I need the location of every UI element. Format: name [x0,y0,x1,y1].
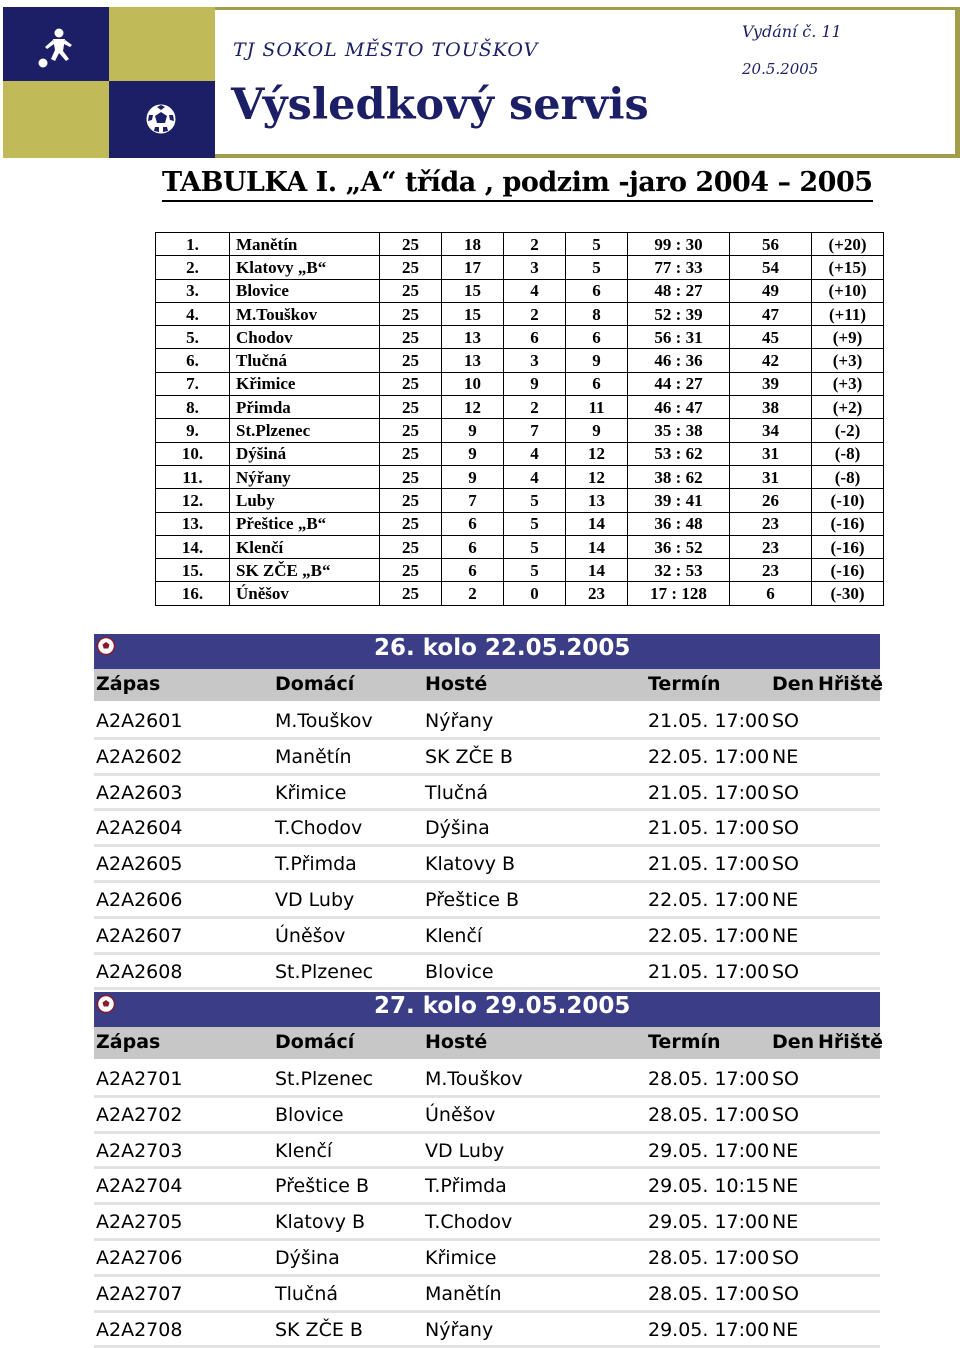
cell-team: M.Touškov [230,302,380,325]
cell-draws: 3 [504,256,566,279]
match-code: A2A2608 [96,960,183,983]
cell-points: 26 [730,489,812,512]
day: NE [772,888,799,911]
day: SO [772,781,800,804]
day: NE [772,1211,799,1234]
match-code: A2A2602 [96,745,183,768]
cell-wins: 6 [442,512,504,535]
column-header-date: Termín [648,1031,721,1053]
kickoff: 22.05. 17:00 [648,745,770,768]
list-item [94,1313,880,1348]
match-code: A2A2606 [96,888,183,911]
cell-rank: 4. [156,302,230,325]
table-row [156,233,884,256]
cell-wins: 10 [442,372,504,395]
day: SO [772,1068,800,1090]
home-team: SK ZČE B [275,1318,363,1341]
cell-points: 49 [730,279,812,302]
cell-played: 25 [380,512,442,535]
column-header-home: Domácí [275,1031,355,1053]
cell-draws: 5 [504,489,566,512]
cell-team: Klenčí [230,535,380,558]
column-header-day: Den [772,1031,815,1053]
home-team: Přeštice B [275,1175,370,1198]
cell-points: 31 [730,465,812,488]
table-row [156,256,884,279]
cell-wins: 18 [442,233,504,256]
list-item [94,955,880,991]
away-team: Tlučná [425,781,489,804]
away-team: T.Přimda [425,1175,507,1198]
day: SO [772,853,800,876]
list-item [94,1134,880,1170]
list-item [94,1098,880,1134]
issue-date: 20.5.2005 [742,60,819,78]
home-team: Křimice [275,781,347,804]
cell-rank: 10. [156,442,230,465]
cell-losses: 9 [566,349,628,372]
cell-losses: 14 [566,559,628,582]
cell-balance: (+11) [812,302,884,325]
round-title-bar [94,634,880,669]
cell-points: 6 [730,582,812,605]
cell-losses: 6 [566,279,628,302]
kickoff: 21.05. 17:00 [648,853,770,876]
cell-wins: 9 [442,442,504,465]
match-code: A2A2603 [96,781,183,804]
cell-losses: 9 [566,419,628,442]
cell-rank: 16. [156,582,230,605]
cell-score: 46 : 36 [628,349,730,372]
cell-draws: 4 [504,442,566,465]
kickoff: 22.05. 17:00 [648,888,770,911]
cell-balance: (-16) [812,559,884,582]
round-27 [94,992,884,1348]
cell-played: 25 [380,302,442,325]
column-header-home: Domácí [275,673,355,695]
cell-score: 52 : 39 [628,302,730,325]
cell-rank: 2. [156,256,230,279]
cell-draws: 5 [504,559,566,582]
table-row [156,535,884,558]
column-header-match: Zápas [96,673,161,695]
cell-played: 25 [380,326,442,349]
masthead-block [109,7,215,81]
home-team: Klenčí [275,1139,333,1162]
home-team: VD Luby [275,888,355,911]
day: NE [772,924,799,947]
table-row [156,302,884,325]
cell-wins: 12 [442,396,504,419]
away-team: Dýšina [425,817,490,840]
cell-losses: 5 [566,233,628,256]
list-item [94,811,880,847]
cell-played: 25 [380,396,442,419]
cell-team: Nýřany [230,465,380,488]
kickoff: 28.05. 17:00 [648,1282,770,1305]
cell-points: 23 [730,535,812,558]
table-row [156,465,884,488]
cell-rank: 14. [156,535,230,558]
cell-wins: 13 [442,326,504,349]
match-code: A2A2704 [96,1175,183,1198]
cell-points: 38 [730,396,812,419]
cell-losses: 11 [566,396,628,419]
home-team: T.Chodov [275,817,363,840]
cell-score: 53 : 62 [628,442,730,465]
cell-score: 56 : 31 [628,326,730,349]
away-team: M.Touškov [425,1068,523,1090]
home-team: Klatovy B [275,1211,366,1234]
cell-points: 56 [730,233,812,256]
cell-score: 17 : 128 [628,582,730,605]
away-team: Nýřany [425,1318,494,1341]
kickoff: 29.05. 17:00 [648,1211,770,1234]
cell-balance: (-2) [812,419,884,442]
cell-rank: 13. [156,512,230,535]
list-item [94,704,880,740]
cell-played: 25 [380,582,442,605]
cell-wins: 9 [442,465,504,488]
round-title-bar [94,992,880,1027]
table-row [156,559,884,582]
kickoff: 29.05. 17:00 [648,1139,770,1162]
standings-title: TABULKA I. „A“ třída , podzim -jaro 2004 – 2005 [162,166,873,202]
cell-points: 39 [730,372,812,395]
kickoff: 29.05. 10:15 [648,1175,770,1198]
table-row [156,372,884,395]
cell-rank: 6. [156,349,230,372]
cell-draws: 3 [504,349,566,372]
cell-points: 23 [730,559,812,582]
cell-losses: 12 [566,465,628,488]
list-item [94,919,880,955]
cell-points: 42 [730,349,812,372]
cell-points: 54 [730,256,812,279]
match-code: A2A2707 [96,1282,183,1305]
soccer-ball-icon [96,994,116,1014]
match-code: A2A2604 [96,817,183,840]
cell-points: 31 [730,442,812,465]
cell-team: Přimda [230,396,380,419]
match-code: A2A2601 [96,710,183,732]
away-team: Manětín [425,1282,502,1305]
cell-balance: (+3) [812,349,884,372]
cell-rank: 8. [156,396,230,419]
cell-team: Tlučná [230,349,380,372]
masthead [3,7,960,158]
club-name: TJ SOKOL MĚSTO TOUŠKOV [233,39,539,61]
list-item [94,1205,880,1241]
away-team: VD Luby [425,1139,505,1162]
list-item [94,1062,880,1098]
cell-team: Luby [230,489,380,512]
cell-points: 47 [730,302,812,325]
cell-score: 38 : 62 [628,465,730,488]
cell-losses: 12 [566,442,628,465]
day: SO [772,960,800,983]
cell-played: 25 [380,535,442,558]
away-team: T.Chodov [425,1211,513,1234]
column-header-away: Hosté [425,1031,488,1053]
cell-balance: (+3) [812,372,884,395]
cell-played: 25 [380,256,442,279]
away-team: Klenčí [425,924,483,947]
cell-losses: 13 [566,489,628,512]
cell-balance: (+2) [812,396,884,419]
home-team: M.Touškov [275,710,373,732]
cell-team: St.Plzenec [230,419,380,442]
cell-draws: 7 [504,419,566,442]
table-row [156,489,884,512]
away-team: SK ZČE B [425,745,513,768]
cell-wins: 13 [442,349,504,372]
day: SO [772,1282,800,1305]
fixtures-list [94,704,880,990]
cell-played: 25 [380,419,442,442]
cell-team: Dýšiná [230,442,380,465]
cell-draws: 2 [504,233,566,256]
list-item [94,1241,880,1277]
page-title: Výsledkový servis [231,80,649,130]
cell-wins: 7 [442,489,504,512]
cell-rank: 5. [156,326,230,349]
cell-draws: 2 [504,396,566,419]
cell-wins: 15 [442,279,504,302]
cell-team: Přeštice „B“ [230,512,380,535]
match-code: A2A2701 [96,1068,183,1090]
round-title: 27. kolo 29.05.2005 [374,993,631,1019]
match-code: A2A2705 [96,1211,183,1234]
cell-balance: (+15) [812,256,884,279]
table-row [156,582,884,605]
table-row [156,442,884,465]
cell-losses: 14 [566,535,628,558]
cell-played: 25 [380,279,442,302]
home-team: Úněšov [275,924,346,947]
column-header-away: Hosté [425,673,488,695]
away-team: Křimice [425,1246,497,1269]
cell-score: 44 : 27 [628,372,730,395]
match-code: A2A2702 [96,1103,183,1126]
cell-balance: (-8) [812,442,884,465]
cell-played: 25 [380,349,442,372]
cell-draws: 0 [504,582,566,605]
day: SO [772,1103,800,1126]
cell-draws: 4 [504,465,566,488]
cell-team: Klatovy „B“ [230,256,380,279]
list-item [94,1277,880,1313]
cell-score: 39 : 41 [628,489,730,512]
soccer-ball-icon [145,103,177,135]
kickoff: 21.05. 17:00 [648,817,770,840]
kickoff: 28.05. 17:00 [648,1103,770,1126]
cell-played: 25 [380,372,442,395]
soccer-ball-icon [96,636,116,656]
cell-wins: 2 [442,582,504,605]
cell-wins: 15 [442,302,504,325]
kickoff: 21.05. 17:00 [648,710,770,732]
cell-balance: (-10) [812,489,884,512]
home-team: T.Přimda [275,853,357,876]
cell-score: 35 : 38 [628,419,730,442]
cell-played: 25 [380,489,442,512]
day: SO [772,817,800,840]
day: SO [772,1246,800,1269]
cell-played: 25 [380,442,442,465]
table-row [156,419,884,442]
cell-team: Úněšov [230,582,380,605]
table-row [156,349,884,372]
cell-balance: (+9) [812,326,884,349]
fixtures-header [94,669,884,704]
cell-rank: 1. [156,233,230,256]
cell-balance: (-8) [812,465,884,488]
cell-team: Křimice [230,372,380,395]
cell-played: 25 [380,465,442,488]
cell-score: 36 : 52 [628,535,730,558]
away-team: Nýřany [425,710,494,732]
cell-wins: 9 [442,419,504,442]
masthead-panel [215,10,955,154]
cell-losses: 8 [566,302,628,325]
home-team: Manětín [275,745,352,768]
cell-losses: 6 [566,326,628,349]
fixtures-list [94,1062,880,1348]
cell-rank: 11. [156,465,230,488]
home-team: Blovice [275,1103,344,1126]
cell-team: Manětín [230,233,380,256]
match-code: A2A2703 [96,1139,183,1162]
kickoff: 29.05. 17:00 [648,1318,770,1341]
cell-points: 45 [730,326,812,349]
day: NE [772,1318,799,1341]
cell-wins: 6 [442,559,504,582]
cell-played: 25 [380,233,442,256]
kickoff: 28.05. 17:00 [648,1246,770,1269]
table-row [156,512,884,535]
cell-losses: 23 [566,582,628,605]
cell-team: Chodov [230,326,380,349]
match-code: A2A2607 [96,924,183,947]
home-team: Dýšina [275,1246,340,1269]
standings-table [155,232,884,606]
cell-losses: 5 [566,256,628,279]
home-team: St.Plzenec [275,960,374,983]
list-item [94,776,880,812]
cell-losses: 6 [566,372,628,395]
round-26 [94,634,884,990]
list-item [94,1169,880,1205]
cell-score: 46 : 47 [628,396,730,419]
day: SO [772,710,800,732]
cell-played: 25 [380,559,442,582]
away-team: Přeštice B [425,888,520,911]
cell-draws: 6 [504,326,566,349]
cell-points: 23 [730,512,812,535]
round-title: 26. kolo 22.05.2005 [374,635,631,661]
cell-team: Blovice [230,279,380,302]
day: NE [772,1139,799,1162]
cell-rank: 3. [156,279,230,302]
away-team: Blovice [425,960,494,983]
cell-points: 34 [730,419,812,442]
table-row [156,279,884,302]
cell-wins: 17 [442,256,504,279]
home-team: Tlučná [275,1282,339,1305]
cell-draws: 4 [504,279,566,302]
column-header-match: Zápas [96,1031,161,1053]
cell-score: 48 : 27 [628,279,730,302]
match-code: A2A2708 [96,1318,183,1341]
cell-rank: 7. [156,372,230,395]
fixtures-header [94,1027,884,1062]
match-code: A2A2605 [96,853,183,876]
list-item [94,883,880,919]
cell-score: 32 : 53 [628,559,730,582]
column-header-pitch: Hřiště [818,1031,884,1053]
cell-rank: 15. [156,559,230,582]
away-team: Klatovy B [425,853,516,876]
cell-rank: 9. [156,419,230,442]
soccer-player-icon [35,27,79,71]
home-team: St.Plzenec [275,1068,374,1090]
column-header-pitch: Hřiště [818,673,884,695]
cell-score: 99 : 30 [628,233,730,256]
masthead-block [3,81,109,158]
cell-draws: 9 [504,372,566,395]
away-team: Úněšov [425,1103,496,1126]
cell-draws: 5 [504,512,566,535]
list-item [94,740,880,776]
kickoff: 21.05. 17:00 [648,960,770,983]
cell-score: 36 : 48 [628,512,730,535]
cell-balance: (-16) [812,512,884,535]
cell-team: SK ZČE „B“ [230,559,380,582]
kickoff: 21.05. 17:00 [648,781,770,804]
column-header-day: Den [772,673,815,695]
cell-score: 77 : 33 [628,256,730,279]
table-row [156,396,884,419]
cell-balance: (+10) [812,279,884,302]
column-header-date: Termín [648,673,721,695]
cell-losses: 14 [566,512,628,535]
cell-rank: 12. [156,489,230,512]
match-code: A2A2706 [96,1246,183,1269]
cell-draws: 5 [504,535,566,558]
kickoff: 22.05. 17:00 [648,924,770,947]
table-row [156,326,884,349]
list-item [94,847,880,883]
issue-number: Vydání č. 11 [742,22,842,41]
day: NE [772,745,799,768]
cell-draws: 2 [504,302,566,325]
cell-balance: (+20) [812,233,884,256]
kickoff: 28.05. 17:00 [648,1068,770,1090]
cell-balance: (-30) [812,582,884,605]
day: NE [772,1175,799,1198]
cell-wins: 6 [442,535,504,558]
cell-balance: (-16) [812,535,884,558]
